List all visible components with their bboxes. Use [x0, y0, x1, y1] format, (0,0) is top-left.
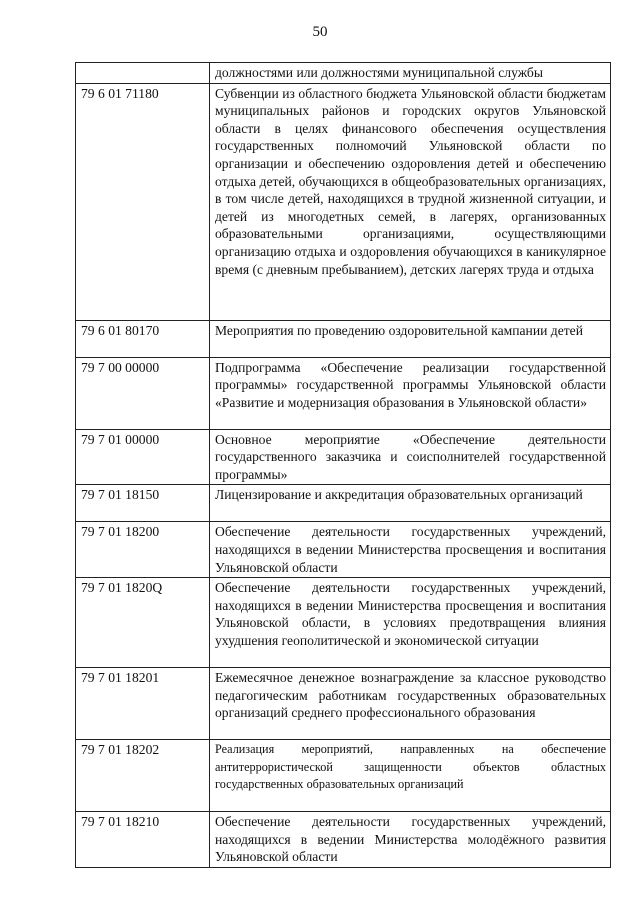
code-cell — [76, 63, 210, 84]
description-cell: должностями или должностями муниципальной службы — [210, 63, 611, 84]
code-cell: 79 7 00 00000 — [76, 357, 210, 429]
table-row — [76, 485, 611, 522]
code-cell: 79 7 01 18150 — [76, 485, 210, 522]
table-row — [76, 522, 611, 578]
code-cell: 79 7 01 18200 — [76, 522, 210, 578]
table-row — [76, 357, 611, 429]
description-cell: Обеспечение деятельности государственных учреждений, находящихся в ведении Министерства просвещения и воспитания Ульяновской области, в условиях предотвращения влияния ухудшения геополитической и экономической ситуации — [210, 578, 611, 668]
description-cell: Основное мероприятие «Обеспечение деятельности государственного заказчика и соисполнителей государственной программы» — [210, 429, 611, 485]
description-cell: Обеспечение деятельности государственных учреждений, находящихся в ведении Министерства молодёжного развития Ульяновской области — [210, 812, 611, 868]
description-cell: Мероприятия по проведению оздоровительной кампании детей — [210, 320, 611, 357]
table-row — [76, 429, 611, 485]
budget-codes-table — [75, 62, 611, 868]
code-cell: 79 7 01 1820Q — [76, 578, 210, 668]
table-row — [76, 63, 611, 84]
code-cell: 79 6 01 71180 — [76, 83, 210, 320]
code-cell: 79 7 01 00000 — [76, 429, 210, 485]
table-row — [76, 320, 611, 357]
description-cell: Ежемесячное денежное вознаграждение за классное руководство педагогическим работникам государственных образовательных организаций среднего профессионального образования — [210, 668, 611, 740]
code-cell: 79 7 01 18210 — [76, 812, 210, 868]
description-cell: Реализация мероприятий, направленных на обеспечение антитеррористической защищенности объектов областных государственных образовательных организаций — [210, 740, 611, 812]
code-cell: 79 6 01 80170 — [76, 320, 210, 357]
table-row — [76, 668, 611, 740]
table-row — [76, 740, 611, 812]
code-cell: 79 7 01 18202 — [76, 740, 210, 812]
description-cell: Обеспечение деятельности государственных учреждений, находящихся в ведении Министерства просвещения и воспитания Ульяновской области — [210, 522, 611, 578]
description-cell: Подпрограмма «Обеспечение реализации государственной программы» государственной программы Ульяновской области «Развитие и модернизация образования в Ульяновской области» — [210, 357, 611, 429]
table-row — [76, 578, 611, 668]
description-cell: Лицензирование и аккредитация образовательных организаций — [210, 485, 611, 522]
code-cell: 79 7 01 18201 — [76, 668, 210, 740]
table-row — [76, 812, 611, 868]
page-number: 50 — [312, 24, 328, 40]
table-row — [76, 83, 611, 320]
description-cell: Субвенции из областного бюджета Ульяновской области бюджетам муниципальных районов и городских округов Ульяновской области в целях финансового обеспечения осуществления государственных полномочий Ульяновской области по организации и обеспечению оздоровления детей и обеспечению отдыха детей, обучающихся в общеобразовательных организациях, в том числе детей, находящихся в трудной жизненной ситуации, и детей из многодетных семей, в лагерях, организованных образовательными организациями, осуществляющими организацию отдыха и оздоровления обучающихся в каникулярное время (с дневным пребыванием), детских лагерях труда и отдыха — [210, 83, 611, 320]
